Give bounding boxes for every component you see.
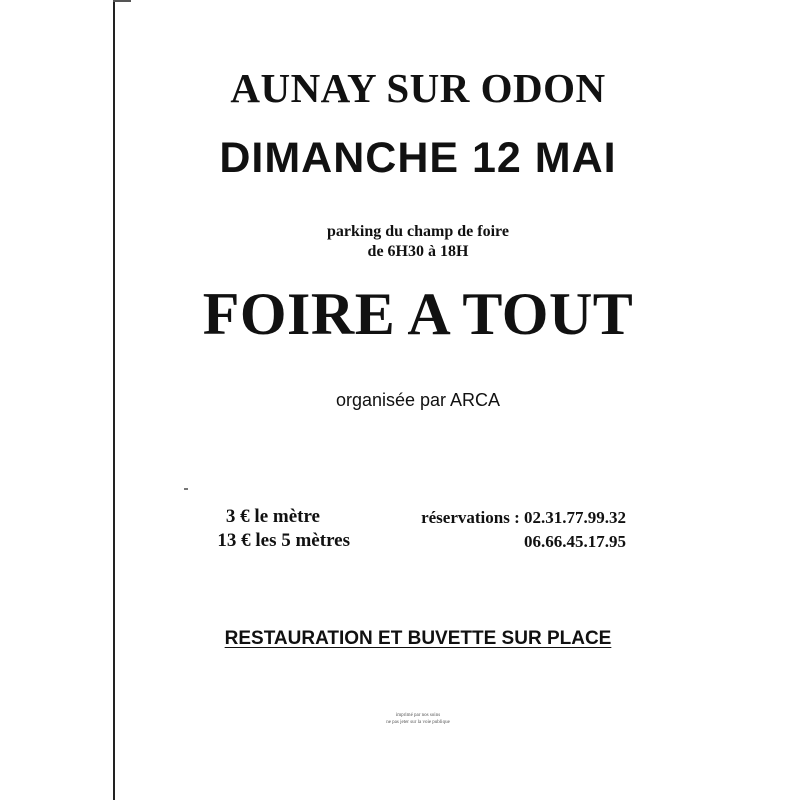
- paper-edge-left: [113, 0, 115, 800]
- reservation-phone-1: réservations : 02.31.77.99.32: [421, 508, 626, 527]
- location-line-1: parking du champ de foire: [327, 223, 509, 240]
- location-line-2: de 6H30 à 18H: [367, 243, 469, 260]
- town-name: AUNAY SUR ODON: [230, 65, 606, 111]
- reservation-phone-2: 06.66.45.17.95: [524, 532, 626, 551]
- print-notice-line-2: ne pas jeter sur la voie publique: [386, 720, 450, 725]
- event-title: FOIRE A TOUT: [202, 281, 634, 347]
- price-per-meter: 3 € le mètre: [225, 506, 320, 527]
- food-and-drinks-notice: RESTAURATION ET BUVETTE SUR PLACE: [224, 628, 612, 649]
- event-date: DIMANCHE 12 MAI: [219, 134, 617, 182]
- paper-edge-top: [113, 0, 131, 2]
- organizer-line: organisée par ARCA: [335, 390, 501, 410]
- price-five-meters: 13 € les 5 mètres: [217, 530, 350, 551]
- scan-speck: [184, 488, 188, 490]
- print-notice-line-1: imprimé par nos soins: [395, 713, 441, 718]
